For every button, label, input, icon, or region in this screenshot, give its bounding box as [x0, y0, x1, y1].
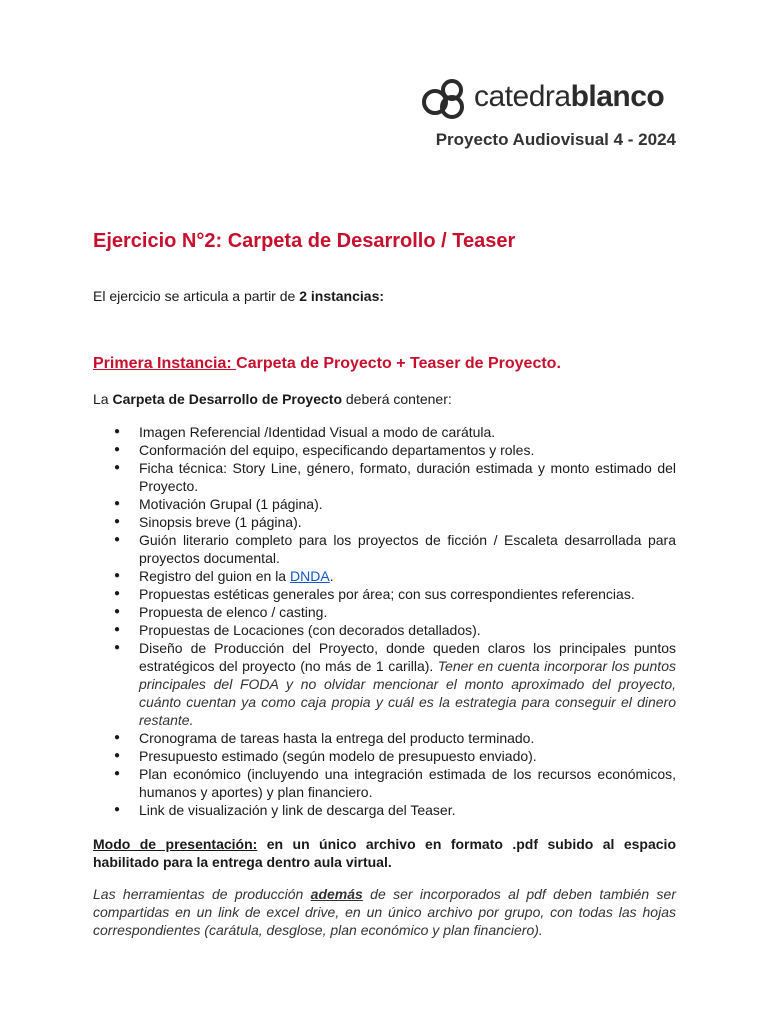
list-item: ● Ficha técnica: Story Line, género, formato, duración estimada y monto estimado del Proyecto.: [93, 459, 676, 495]
list-item: ● Motivación Grupal (1 página).: [93, 495, 676, 513]
section-heading-primera-instancia: Primera Instancia: Carpeta de Proyecto + Teaser de Proyecto.: [93, 355, 561, 372]
logo-wordmark: catedrablanco: [474, 80, 665, 113]
tools-note: Las herramientas de producción además de ser incorporados al pdf deben también ser compartidas en un link de excel drive, en un único archivo por grupo, con todas las hojas correspondientes (carátula, desglose, plan económico y plan financiero).: [93, 886, 676, 938]
list-item: ● Plan económico (incluyendo una integración estimada de los recursos económicos, humanos y aportes) y plan financiero.: [93, 765, 676, 801]
list-item: ● Propuestas estéticas generales por área; con sus correspondientes referencias.: [93, 585, 676, 603]
catedrablanco-logo-icon: [420, 72, 470, 122]
intro-paragraph: El ejercicio se articula a partir de 2 instancias:: [93, 288, 385, 304]
list-item: ● Conformación del equipo, especificando departamentos y roles.: [93, 441, 676, 459]
dnda-link[interactable]: DNDA: [290, 568, 330, 584]
page-title: Ejercicio N°2: Carpeta de Desarrollo / Teaser: [93, 230, 516, 252]
requirements-list: [93, 423, 676, 819]
list-item: ● Cronograma de tareas hasta la entrega del producto terminado.: [93, 729, 676, 747]
carpeta-intro: La Carpeta de Desarrollo de Proyecto deberá contener:: [93, 391, 452, 407]
course-subtitle: Proyecto Audiovisual 4 - 2024: [435, 130, 676, 149]
list-item: ● Presupuesto estimado (según modelo de presupuesto enviado).: [93, 747, 676, 765]
list-item: ● Registro del guion en la DNDA.: [93, 567, 676, 585]
logo: [420, 72, 676, 122]
list-item: ● Propuestas de Locaciones (con decorados detallados).: [93, 621, 676, 639]
list-item: ● Diseño de Producción del Proyecto, donde queden claros los principales puntos estratégicos del proyecto (no más de 1 carilla). Tener en cuenta incorporar los puntos principales del FODA y no olvidar mencionar el monto aproximado del proyecto, cuánto cuentan ya como caja propia y cuál es la estrategia para conseguir el dinero restante.: [93, 639, 676, 729]
list-item: ● Guión literario completo para los proyectos de ficción / Escaleta desarrollada para proyectos documental.: [93, 531, 676, 567]
list-item: ● Link de visualización y link de descarga del Teaser.: [93, 801, 676, 819]
list-item: ● Propuesta de elenco / casting.: [93, 603, 676, 621]
list-item: ● Sinopsis breve (1 página).: [93, 513, 676, 531]
presentation-mode: Modo de presentación: en un único archivo en formato .pdf subido al espacio habilitado para la entrega dentro aula virtual.: [93, 836, 677, 870]
list-item: ● Imagen Referencial /Identidad Visual a modo de carátula.: [93, 423, 676, 441]
